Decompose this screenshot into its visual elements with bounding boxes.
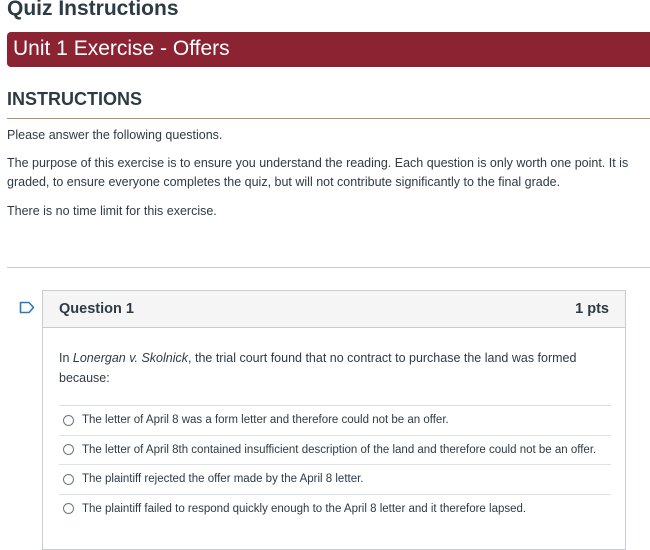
quiz-title-banner: Unit 1 Exercise - Offers bbox=[7, 32, 650, 67]
radio-unchecked-icon[interactable] bbox=[63, 503, 74, 514]
instructions-paragraph: There is no time limit for this exercise. bbox=[7, 204, 217, 218]
instructions-paragraph: Please answer the following questions. bbox=[7, 128, 223, 142]
question-points: 1 pts bbox=[575, 301, 609, 317]
question-text-before: In bbox=[59, 351, 73, 365]
question-text bbox=[59, 348, 599, 388]
question-name: Question 1 bbox=[59, 301, 134, 317]
page-heading: Quiz Instructions bbox=[7, 0, 179, 20]
answer-option[interactable] bbox=[59, 435, 611, 465]
answer-label: The letter of April 8 was a form letter and therefore could not be an offer. bbox=[82, 414, 449, 427]
radio-unchecked-icon[interactable] bbox=[63, 474, 74, 485]
instructions-heading: INSTRUCTIONS bbox=[7, 89, 650, 119]
radio-unchecked-icon[interactable] bbox=[63, 415, 74, 426]
section-divider bbox=[7, 267, 650, 268]
radio-unchecked-icon[interactable] bbox=[63, 444, 74, 455]
answer-option[interactable] bbox=[59, 464, 611, 494]
question-header bbox=[43, 291, 625, 328]
answer-list bbox=[59, 405, 611, 523]
question-card bbox=[42, 290, 626, 550]
instructions-paragraph: The purpose of this exercise is to ensure you understand the reading. Each question is only worth one point. It is graded, to ensure everyone completes the quiz, but will not contribute significantly to the final grade. bbox=[7, 156, 629, 189]
question-text-after: , the trial court found that no contract to purchase the land was formed because: bbox=[59, 351, 577, 385]
answer-option[interactable] bbox=[59, 405, 611, 435]
answer-label: The letter of April 8th contained insufficient description of the land and therefore could not be an offer. bbox=[82, 443, 597, 456]
answer-option[interactable] bbox=[59, 494, 611, 524]
answer-label: The plaintiff rejected the offer made by the April 8 letter. bbox=[82, 473, 364, 486]
flag-outline-icon[interactable] bbox=[19, 301, 35, 314]
case-name: Lonergan v. Skolnick bbox=[72, 351, 189, 365]
answer-label: The plaintiff failed to respond quickly enough to the April 8 letter and it therefore lapsed. bbox=[82, 502, 527, 515]
